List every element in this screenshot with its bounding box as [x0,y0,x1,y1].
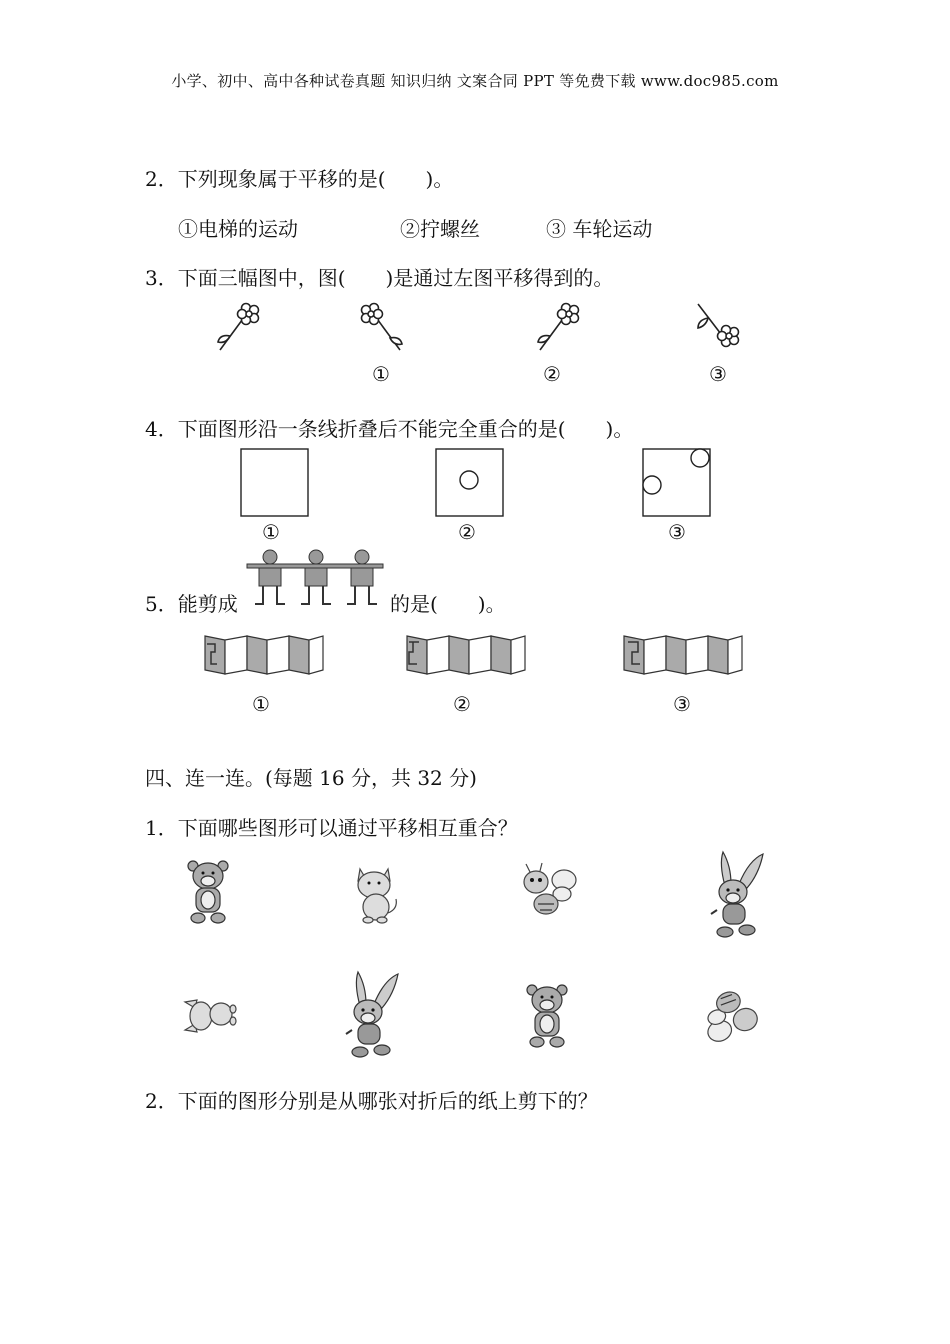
q5-label-1: ① [252,692,270,716]
section4-q2-stem: 2．下面的图形分别是从哪张对折后的纸上剪下的？ [145,1089,598,1113]
q4-stem: 4．下面图形沿一条线折叠后不能完全重合的是( )。 [145,417,634,441]
q3-label-2: ② [543,362,561,386]
q5-label-2: ② [453,692,471,716]
bear-cartoon-image [183,858,233,928]
q5-stem-suffix: 的是( )。 [390,592,506,616]
square-with-two-circles-option-3-figure [642,448,712,518]
folded-paper-option-1-figure [203,630,325,680]
flower-option-1-figure [350,298,410,358]
folded-paper-option-2-figure [405,630,527,680]
square-option-1-figure [240,448,310,518]
q4-label-2: ② [458,520,476,544]
q5-label-3: ③ [673,692,691,716]
q4-label-3: ③ [668,520,686,544]
q2-option-1: ①电梯的运动 [178,217,298,241]
section4-title: 四、连一连。(每题 16 分，共 32 分) [145,766,477,790]
bee-rotated-cartoon-image [696,988,768,1048]
q2-option-3: ③ 车轮运动 [546,217,653,241]
cat-rotated-cartoon-image [180,990,242,1042]
rabbit-cartoon-image-2 [338,968,404,1060]
bee-cartoon-image [518,860,580,922]
flower-original-figure [210,298,270,358]
q4-label-1: ① [262,520,280,544]
square-with-circle-option-2-figure [435,448,505,518]
rabbit-cartoon-image [703,848,769,940]
folded-paper-option-3-figure [622,630,744,680]
q2-stem: 2．下列现象属于平移的是( )。 [145,167,454,191]
bear-cartoon-image-2 [522,982,572,1052]
q5-stem-prefix: 5．能剪成 [145,592,238,616]
flower-option-2-figure [530,298,590,358]
paper-people-chain-figure [245,548,385,610]
cat-cartoon-image [350,865,400,925]
section4-q1-stem: 1．下面哪些图形可以通过平移相互重合？ [145,816,518,840]
q2-option-2: ②拧螺丝 [400,217,480,241]
q3-label-1: ① [372,362,390,386]
flower-option-3-figure [690,298,750,358]
q3-stem: 3．下面三幅图中，图( )是通过左图平移得到的。 [145,266,614,290]
q3-label-3: ③ [709,362,727,386]
page-header: 小学、初中、高中各种试卷真题 知识归纳 文案合同 PPT 等免费下载 www.doc985.com [171,72,779,90]
